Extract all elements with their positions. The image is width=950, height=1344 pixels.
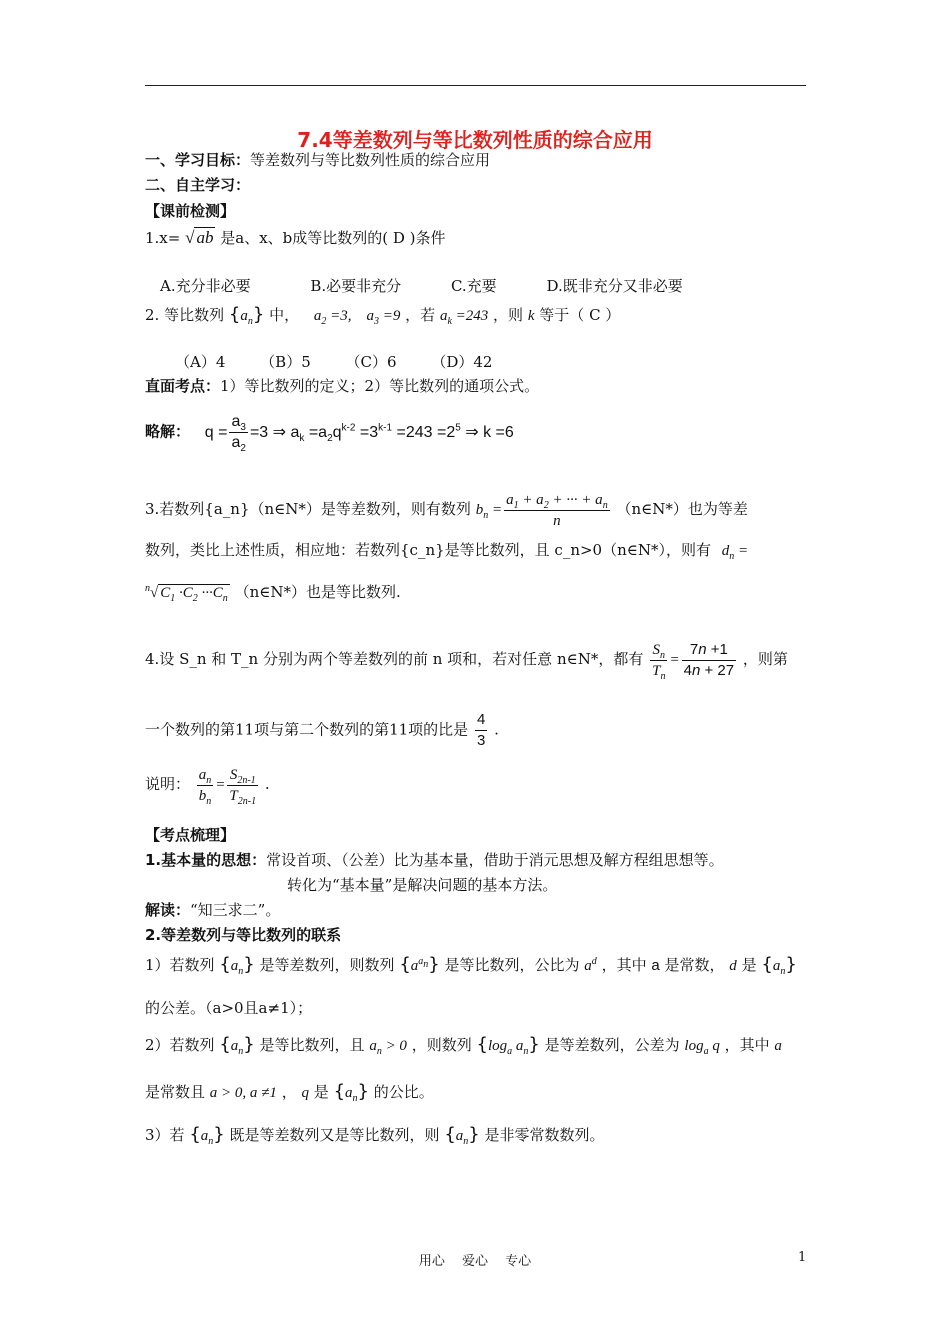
point-1-read: 解读：“知三求二”。 bbox=[145, 901, 281, 919]
question-3: 3.若数列{a_n}（n∈N*）是等差数列，则有数列 $b_n$ = $\frac{a_1 + a_2 + \cdot\cdot\cdot + a_n}{n}$ （n∈N*）也为等差 bbox=[145, 492, 748, 529]
brief-solution: 略解： q = $\frac{a_3}{a_2}$ =3 ⇒ $a_k =a_2q^{k-2} =3^{k-1} =243 =2^5$ ⇒ k =6 bbox=[145, 413, 514, 455]
point-2-2-cont: 是常数且 a > 0, a ≠1 ， q 是 $\{a_n\}$ 的公比。 bbox=[145, 1081, 434, 1104]
review-heading: 【考点梳理】 bbox=[145, 826, 236, 844]
note: 说明： $\frac{a_n}{b_n}$ = $\frac{S_{2n-1}}{T_{2n-1}}$ . bbox=[145, 767, 270, 807]
page-title: 7.4等差数列与等比数列性质的综合应用 bbox=[297, 128, 653, 152]
pretest-heading: 【课前检测】 bbox=[145, 202, 236, 220]
header-rule bbox=[145, 85, 806, 86]
point-2-3: 3）若 $\{a_n\}$ 既是等差数列又是等比数列，则 $\{a_n\}$ 是非零常数数列。 bbox=[145, 1124, 605, 1147]
question-4-line2: 一个数列的第11项与第二个数列的第11项的比是 $\frac{4}{3}$ . bbox=[145, 711, 499, 749]
question-2-options: （A）4 （B）5 （C）6 （D）42 bbox=[175, 353, 493, 371]
question-1: 1.x= √ ab 是a、x、b成等比数列的( D )条件 bbox=[145, 228, 446, 247]
question-1-options: A.充分非必要 B.必要非充分 C.充要 D.既非充分又非必要 bbox=[160, 277, 683, 295]
question-3-line3: $^n$√ $C_1 \cdot C_2 \cdot\cdot\cdot C_n$ （n∈N*）也是等比数列. bbox=[145, 583, 401, 604]
point-1: 1.基本量的思想：常设首项、（公差）比为基本量，借助于消元思想及解方程组思想等。 bbox=[145, 851, 724, 869]
page-number: 1 bbox=[798, 1250, 807, 1265]
page-footer: 用心 爱心 专心 bbox=[418, 1254, 532, 1269]
point-2-heading: 2.等差数列与等比数列的联系 bbox=[145, 926, 342, 944]
point-2-1: 1）若数列 $\{a_n\}$ 是等差数列，则数列 $\{a^{a_n}\}$ 是等比数列，公比为 $a^d$ ，其中 a 是常数， d 是 $\{a_n\}$ bbox=[145, 954, 797, 977]
question-2: 2. 等比数列 $\{a_n\}$ 中， $a_2 =3$, $a_3 =9$ ，若 $a_k =243$ ，则 k 等于（ C ） bbox=[145, 304, 621, 327]
focus-points: 直面考点：1）等比数列的定义；2）等比数列的通项公式。 bbox=[145, 377, 540, 395]
question-3-line2: 数列，类比上述性质，相应地：若数列{c_n}是等比数列，且 c_n>0（n∈N*），则有 $d_n$ = bbox=[145, 541, 749, 562]
point-2-2: 2）若数列 $\{a_n\}$ 是等比数列，且 $a_n > 0$ ，则数列 {$\log_a$ $a_n$} 是等差数列，公差为 $\log_a q$ ，其中 a bbox=[145, 1034, 782, 1057]
point-1-cont: 转化为“基本量”是解决问题的基本方法。 bbox=[287, 876, 558, 894]
learning-goal: 一、学习目标：等差数列与等比数列性质的综合应用 bbox=[145, 151, 491, 169]
point-2-1-cont: 的公差。（a>0且a≠1）； bbox=[145, 999, 313, 1017]
question-4: 4.设 S_n 和 T_n 分别为两个等差数列的前 n 项和，若对任意 n∈N*，都有 $\frac{S_n}{T_n}$ = $\frac{7n +1}{4n + 27}$ ，则第 bbox=[145, 641, 788, 682]
self-study-heading: 二、自主学习： bbox=[145, 176, 251, 194]
